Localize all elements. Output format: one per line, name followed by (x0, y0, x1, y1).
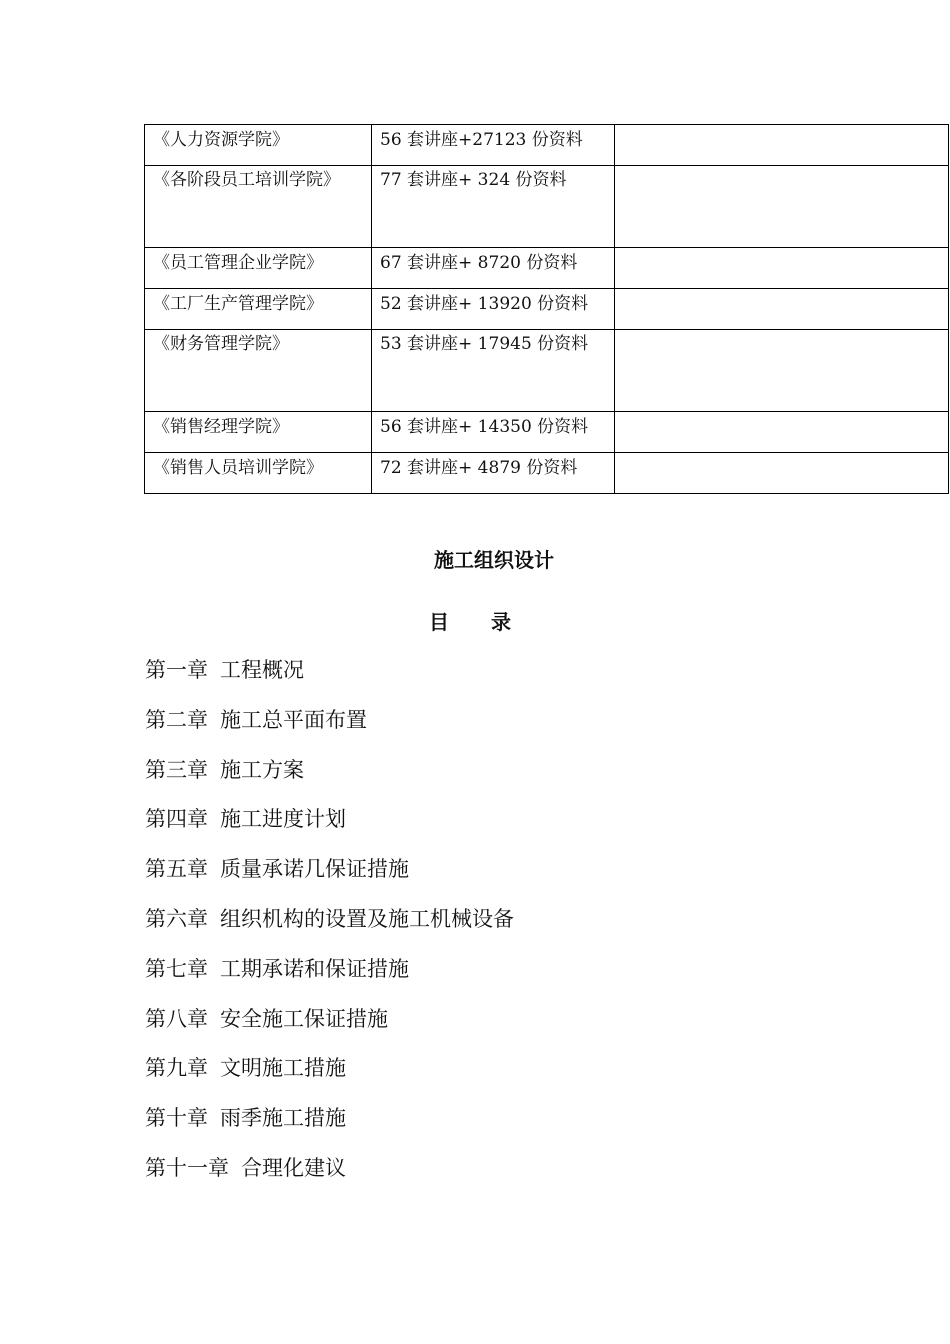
chapter-number: 第一章 (145, 658, 208, 682)
toc-item[interactable] (145, 854, 514, 904)
chapter-number: 第六章 (145, 906, 208, 931)
college-name-cell (145, 412, 372, 453)
toc-item[interactable] (145, 804, 514, 854)
catalog-table (144, 124, 949, 494)
resource-count: 67 套讲座+ 8720 份资料 (380, 253, 578, 273)
college-name: 《各阶段员工培训学院》 (153, 170, 340, 190)
toc-item[interactable] (145, 755, 514, 805)
chapter-title: 施工总平面布置 (220, 707, 367, 732)
chapter-number: 第八章 (145, 1006, 208, 1031)
note-cell (615, 289, 949, 330)
resource-count: 53 套讲座+ 17945 份资料 (380, 334, 589, 354)
toc-item[interactable] (145, 904, 514, 954)
chapter-title: 安全施工保证措施 (220, 1006, 388, 1031)
resource-count-cell (372, 330, 615, 412)
chapter-title: 施工方案 (220, 757, 304, 782)
resource-count-cell (372, 453, 615, 494)
document-title: 施工组织设计 (434, 548, 554, 572)
toc-item[interactable] (145, 1004, 514, 1054)
note-cell (615, 125, 949, 166)
toc-heading (0, 606, 940, 635)
college-name: 《工厂生产管理学院》 (153, 294, 323, 314)
toc-item[interactable] (145, 655, 514, 705)
college-name: 《人力资源学院》 (153, 130, 289, 150)
table-row (145, 453, 949, 494)
note-cell (615, 330, 949, 412)
toc-item[interactable] (145, 1153, 514, 1203)
college-name: 《销售人员培训学院》 (153, 458, 323, 478)
table-row (145, 412, 949, 453)
chapter-title: 文明施工措施 (220, 1056, 346, 1081)
resource-count-cell (372, 412, 615, 453)
note-cell (615, 166, 949, 248)
chapter-title: 工期承诺和保证措施 (220, 956, 409, 981)
toc-item[interactable] (145, 1103, 514, 1153)
college-name: 《员工管理企业学院》 (153, 253, 323, 273)
chapter-title: 雨季施工措施 (220, 1106, 346, 1131)
note-cell (615, 412, 949, 453)
chapter-number: 第九章 (145, 1056, 208, 1081)
chapter-title: 合理化建议 (241, 1155, 346, 1180)
chapter-number: 第七章 (145, 956, 208, 981)
college-name-cell (145, 166, 372, 248)
chapter-title: 组织机构的设置及施工机械设备 (220, 906, 514, 931)
table-row (145, 330, 949, 412)
toc-item[interactable] (145, 705, 514, 755)
college-name: 《销售经理学院》 (153, 417, 289, 437)
chapter-number: 第五章 (145, 857, 208, 882)
toc-heading-left: 目 (429, 610, 449, 634)
college-name-cell (145, 248, 372, 289)
resource-count: 56 套讲座+27123 份资料 (380, 130, 583, 150)
table-row (145, 166, 949, 248)
chapter-number: 第二章 (145, 707, 208, 732)
note-cell (615, 453, 949, 494)
note-cell (615, 248, 949, 289)
chapter-number: 第十章 (145, 1106, 208, 1131)
resource-count: 72 套讲座+ 4879 份资料 (380, 458, 578, 478)
chapter-title: 质量承诺几保证措施 (220, 857, 409, 882)
resource-count-cell (372, 166, 615, 248)
college-name-cell (145, 330, 372, 412)
resource-count: 77 套讲座+ 324 份资料 (380, 170, 567, 190)
toc-item[interactable] (145, 954, 514, 1004)
chapter-title: 工程概况 (220, 658, 304, 682)
chapter-title: 施工进度计划 (220, 807, 346, 832)
toc-heading-right: 录 (491, 610, 511, 634)
chapter-number: 第四章 (145, 807, 208, 832)
chapter-number: 第十一章 (145, 1155, 229, 1180)
toc-item[interactable] (145, 1053, 514, 1103)
resource-count-cell (372, 248, 615, 289)
table-of-contents (145, 655, 514, 1203)
college-name-cell (145, 453, 372, 494)
resource-count: 52 套讲座+ 13920 份资料 (380, 294, 589, 314)
college-name: 《财务管理学院》 (153, 334, 289, 354)
resource-count: 56 套讲座+ 14350 份资料 (380, 417, 589, 437)
table-row (145, 248, 949, 289)
chapter-number: 第三章 (145, 757, 208, 782)
